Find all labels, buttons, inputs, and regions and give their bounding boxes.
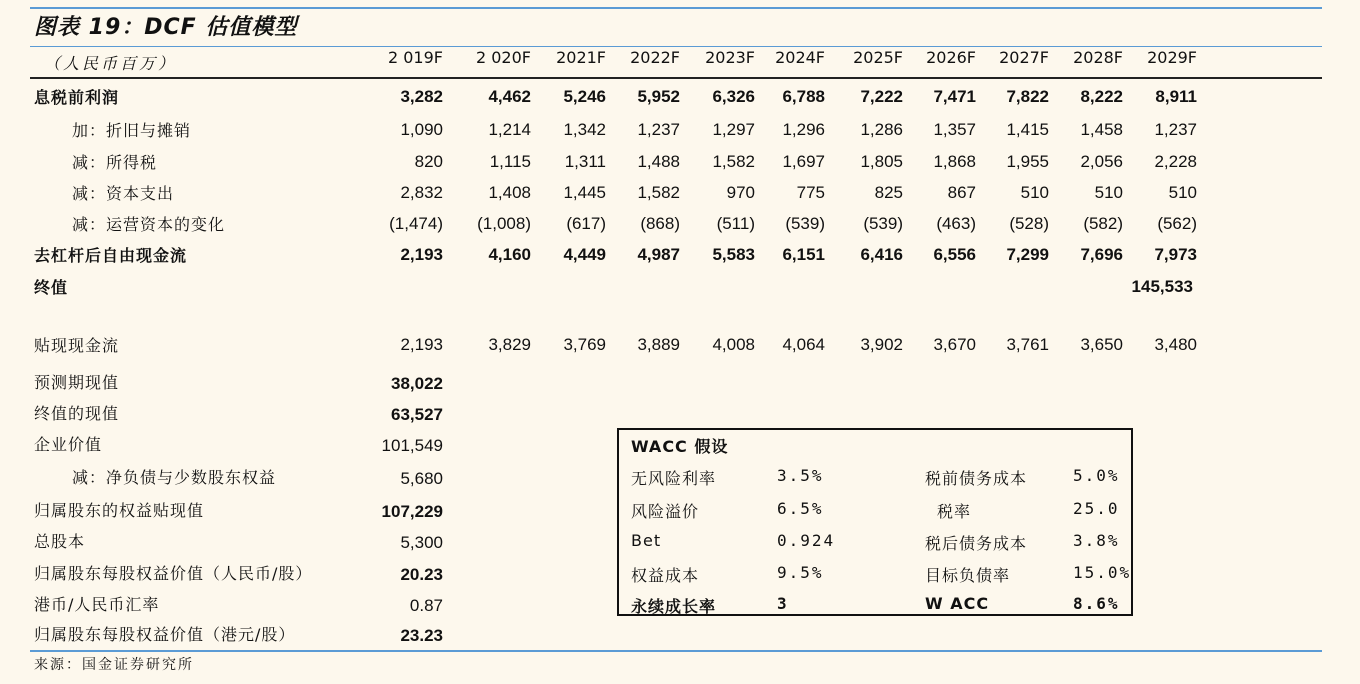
figure-title: 图表 19：DCF 估值模型	[34, 15, 298, 40]
wacc-right-label: 目标负债率	[925, 566, 1011, 585]
table-cell: 8,222	[1080, 87, 1123, 106]
table-cell: 7,222	[860, 87, 903, 106]
table-cell: (562)	[1157, 214, 1197, 233]
wacc-right-value: 25.0	[1073, 499, 1120, 518]
table-cell: 4,064	[782, 335, 825, 354]
table-cell: 4,160	[488, 245, 531, 264]
summary-value: 23.23	[400, 626, 443, 645]
table-cell: 7,696	[1080, 245, 1123, 264]
row-label: 终值	[34, 278, 69, 297]
summary-value: 5,680	[400, 469, 443, 488]
summary-label: 终值的现值	[34, 404, 120, 423]
source-note: 来源：国金证券研究所	[34, 657, 194, 673]
table-cell: 5,583	[712, 245, 755, 264]
table-cell: 510	[1020, 183, 1049, 202]
table-cell: 7,471	[933, 87, 976, 106]
summary-label: 预测期现值	[34, 373, 120, 392]
table-cell: (582)	[1083, 214, 1123, 233]
wacc-left-value: 9.5%	[777, 563, 824, 582]
row-label: 减：资本支出	[72, 184, 175, 203]
row-label: 加：折旧与摊销	[72, 121, 192, 140]
summary-value: 5,300	[400, 533, 443, 552]
table-cell: 510	[1094, 183, 1123, 202]
wacc-left-value: 6.5%	[777, 499, 824, 518]
table-cell: 1,342	[563, 120, 606, 139]
table-cell: (511)	[716, 214, 755, 233]
summary-value: 101,549	[381, 436, 443, 455]
table-cell: 1,297	[712, 120, 755, 139]
table-cell: 1,408	[488, 183, 531, 202]
year-header: 2023F	[705, 48, 755, 67]
table-cell: (528)	[1009, 214, 1049, 233]
wacc-right-label: 税前债务成本	[925, 469, 1028, 488]
summary-value: 107,229	[381, 502, 443, 521]
table-cell: 1,697	[782, 152, 825, 171]
table-cell: 7,299	[1006, 245, 1049, 264]
wacc-right-value: 15.0%	[1073, 563, 1132, 582]
wacc-left-label: Bet	[631, 531, 662, 550]
table-cell: 1,445	[563, 183, 606, 202]
table-cell: (539)	[785, 214, 825, 233]
table-cell: 4,008	[712, 335, 755, 354]
header-rule	[30, 46, 1322, 47]
table-cell: 3,889	[637, 335, 680, 354]
year-header: 2 020F	[475, 48, 531, 67]
table-cell: 5,246	[563, 87, 606, 106]
table-cell: 6,556	[933, 245, 976, 264]
table-cell: 2,832	[400, 183, 443, 202]
year-header: 2025F	[853, 48, 903, 67]
table-cell: 4,449	[563, 245, 606, 264]
year-header: 2026F	[926, 48, 976, 67]
table-cell: 3,650	[1080, 335, 1123, 354]
table-cell: 1,582	[637, 183, 680, 202]
table-cell: (463)	[936, 214, 976, 233]
wacc-left-value: 3.5%	[777, 466, 824, 485]
wacc-right-value: 5.0%	[1073, 466, 1120, 485]
table-cell: 1,357	[933, 120, 976, 139]
wacc-right-label: 税后债务成本	[925, 534, 1028, 553]
table-cell: (1,008)	[477, 214, 531, 233]
table-cell: 1,286	[860, 120, 903, 139]
table-cell: 1,237	[637, 120, 680, 139]
row-label: 贴现现金流	[34, 336, 120, 355]
table-cell: 4,462	[488, 87, 531, 106]
wacc-left-label: 永续成长率	[631, 597, 717, 616]
summary-label: 减：净负债与少数股东权益	[72, 468, 277, 487]
year-header: 2029F	[1147, 48, 1197, 67]
table-cell: 825	[874, 183, 903, 202]
table-cell: 1,955	[1006, 152, 1049, 171]
table-cell: 1,458	[1080, 120, 1123, 139]
table-cell: 7,822	[1006, 87, 1049, 106]
table-cell: 6,788	[782, 87, 825, 106]
table-cell: 3,480	[1154, 335, 1197, 354]
row-label: 减：运营资本的变化	[72, 215, 226, 234]
table-cell: 3,282	[400, 87, 443, 106]
row-label: 去杠杆后自由现金流	[34, 246, 188, 265]
wacc-left-label: 无风险利率	[631, 469, 717, 488]
summary-label: 归属股东每股权益价值（港元/股）	[34, 625, 296, 644]
table-cell: 6,326	[712, 87, 755, 106]
table-cell: (539)	[863, 214, 903, 233]
table-cell: 1,488	[637, 152, 680, 171]
wacc-title: WACC 假设	[631, 437, 729, 456]
table-cell: 1,090	[400, 120, 443, 139]
header-divider	[30, 77, 1322, 79]
table-cell: 1,415	[1006, 120, 1049, 139]
table-cell: 2,193	[400, 245, 443, 264]
unit-label: （人民币百万）	[44, 54, 178, 73]
year-header: 2 019F	[387, 48, 443, 67]
table-cell: 1,311	[564, 152, 606, 171]
year-header: 2027F	[999, 48, 1049, 67]
table-cell: 2,193	[400, 335, 443, 354]
table-cell: 2,228	[1154, 152, 1197, 171]
row-label: 息税前利润	[34, 88, 120, 107]
table-cell: 820	[414, 152, 443, 171]
summary-value: 63,527	[391, 405, 443, 424]
table-cell: 1,214	[488, 120, 531, 139]
table-cell: 4,987	[637, 245, 680, 264]
table-cell: (1,474)	[389, 214, 443, 233]
wacc-right-label: W ACC	[925, 594, 990, 613]
table-cell: 2,056	[1080, 152, 1123, 171]
table-cell: 775	[796, 183, 825, 202]
wacc-left-label: 权益成本	[631, 566, 700, 585]
summary-value: 20.23	[400, 565, 443, 584]
table-cell: 3,829	[488, 335, 531, 354]
top-rule	[30, 7, 1322, 9]
table-cell: 1,868	[933, 152, 976, 171]
wacc-right-value: 3.8%	[1073, 531, 1120, 550]
table-cell: 3,761	[1006, 335, 1049, 354]
table-cell: 3,769	[563, 335, 606, 354]
table-cell: 970	[726, 183, 755, 202]
table-cell: 145,533	[1131, 277, 1193, 296]
table-cell: 1,115	[489, 152, 531, 171]
year-header: 2024F	[775, 48, 825, 67]
wacc-left-value: 3	[777, 594, 789, 613]
year-header: 2022F	[630, 48, 680, 67]
summary-value: 0.87	[409, 596, 443, 615]
table-cell: (868)	[640, 214, 680, 233]
bottom-rule	[30, 650, 1322, 652]
wacc-left-label: 风险溢价	[631, 502, 700, 521]
table-cell: 6,416	[860, 245, 903, 264]
table-cell: 867	[947, 183, 976, 202]
summary-label: 归属股东的权益贴现值	[34, 501, 205, 520]
table-cell: 1,805	[860, 152, 903, 171]
year-header: 2021F	[556, 48, 606, 67]
wacc-assumptions-box	[617, 428, 1133, 616]
summary-value: 38,022	[391, 374, 443, 393]
summary-label: 总股本	[34, 532, 86, 551]
table-cell: 1,296	[782, 120, 825, 139]
year-header: 2028F	[1073, 48, 1123, 67]
table-cell: 510	[1168, 183, 1197, 202]
wacc-right-label: 税率	[937, 502, 972, 521]
table-cell: 8,911	[1155, 87, 1197, 106]
summary-label: 港币/人民币汇率	[34, 595, 160, 614]
table-cell: 1,582	[712, 152, 755, 171]
table-cell: (617)	[566, 214, 606, 233]
table-cell: 5,952	[637, 87, 680, 106]
row-label: 减：所得税	[72, 153, 158, 172]
table-cell: 6,151	[782, 245, 825, 264]
wacc-right-value: 8.6%	[1073, 594, 1120, 613]
wacc-left-value: 0.924	[777, 531, 836, 550]
table-cell: 1,237	[1154, 120, 1197, 139]
table-cell: 3,670	[933, 335, 976, 354]
summary-label: 企业价值	[34, 435, 103, 454]
table-cell: 7,973	[1154, 245, 1197, 264]
table-cell: 3,902	[860, 335, 903, 354]
summary-label: 归属股东每股权益价值（人民币/股）	[34, 564, 313, 583]
